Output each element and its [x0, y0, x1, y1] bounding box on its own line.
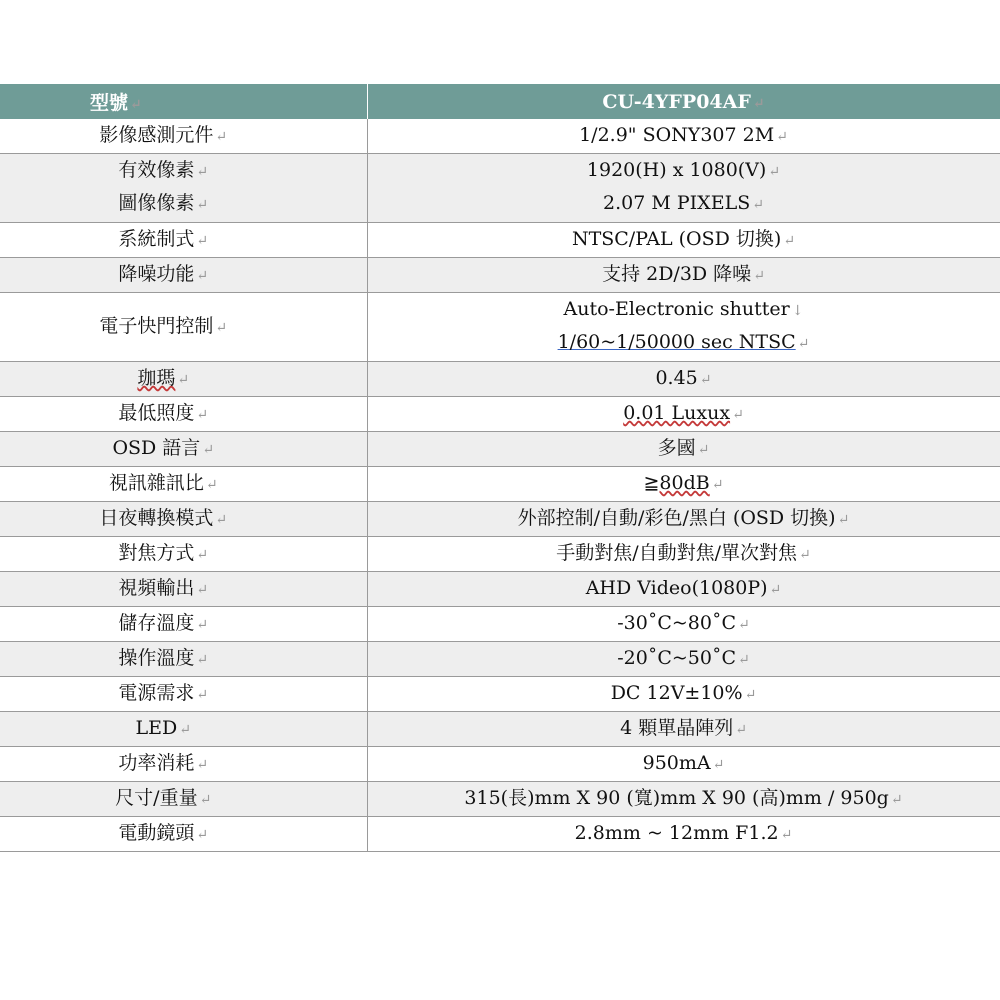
return-mark: ↵	[196, 687, 209, 703]
table-row	[0, 642, 1000, 677]
return-mark: ↵	[783, 233, 796, 249]
row-label	[0, 712, 367, 747]
value-text: DC 12V±10%	[610, 682, 743, 704]
value-text: 2.07 M PIXELS	[603, 192, 751, 214]
header-label-cell	[0, 84, 367, 119]
value-text: 2.8mm ~ 12mm F1.2	[574, 822, 779, 844]
label-text: 系統制式	[118, 228, 195, 250]
table-row	[0, 537, 1000, 572]
header-label: 型號	[90, 92, 129, 114]
return-mark: ↵	[196, 268, 209, 284]
table-row	[0, 432, 1000, 467]
table-row	[0, 119, 1000, 154]
return-mark: ↵	[196, 652, 209, 668]
return-mark: ↵	[768, 164, 781, 180]
return-mark: ↵	[199, 792, 212, 808]
table-row	[0, 677, 1000, 712]
value-text: 手動對焦/自動對焦/單次對焦	[556, 542, 798, 564]
value-text: 多國	[657, 437, 696, 459]
table-row	[0, 397, 1000, 432]
label-text: 儲存溫度	[118, 612, 195, 634]
label-text: 電子快門控制	[99, 315, 214, 337]
return-mark: ↵	[196, 197, 209, 213]
header-value-cell	[367, 84, 1000, 119]
row-label	[0, 223, 367, 258]
value-text: ≧80dB	[643, 472, 710, 494]
return-mark: ↵	[712, 757, 725, 773]
row-value	[367, 502, 1000, 537]
row-value	[367, 712, 1000, 747]
row-value	[367, 119, 1000, 154]
table-row	[0, 467, 1000, 502]
row-label	[0, 537, 367, 572]
row-value: Auto-Electronic shutter ↓ 1/60~1/50000 sec NTSC ↵	[367, 293, 1000, 362]
return-mark: ↵	[179, 722, 191, 738]
label-text: 操作溫度	[118, 647, 195, 669]
return-mark: ↵	[196, 757, 209, 773]
row-label	[0, 677, 367, 712]
return-mark: ↵	[215, 512, 228, 528]
return-mark: ↵	[196, 582, 209, 598]
row-value	[367, 467, 1000, 502]
return-mark: ↵	[890, 792, 903, 808]
spec-table	[0, 84, 1000, 852]
label-text: 電動鏡頭	[118, 822, 195, 844]
table-header-row	[0, 84, 1000, 119]
row-value	[367, 154, 1000, 223]
row-label	[0, 154, 367, 223]
row-value	[367, 607, 1000, 642]
label-text: 有效像素	[118, 159, 195, 181]
row-label	[0, 119, 367, 154]
value-text: 4 顆單晶陣列	[620, 717, 734, 739]
return-mark: ↵	[215, 129, 228, 145]
table-row	[0, 362, 1000, 397]
label-text: 最低照度	[118, 402, 195, 424]
return-mark: ↵	[697, 442, 710, 458]
return-mark: ↵	[202, 442, 215, 458]
value-text: 1/2.9" SONY307 2M	[579, 124, 775, 146]
return-mark: ↵	[735, 722, 747, 738]
value-text: -20˚C~50˚C	[617, 647, 737, 669]
table-row	[0, 817, 1000, 852]
return-mark: ↵	[130, 97, 142, 113]
row-label	[0, 607, 367, 642]
return-mark: ↵	[769, 582, 782, 598]
row-label	[0, 642, 367, 677]
label-text: 影像感測元件	[99, 124, 214, 146]
table-row	[0, 154, 1000, 223]
row-label	[0, 817, 367, 852]
return-mark: ↵	[177, 372, 190, 388]
value-text: 外部控制/自動/彩色/黑白 (OSD 切換)	[517, 507, 836, 529]
value-text: 1/60~1/50000 sec NTSC	[557, 331, 796, 353]
header-value: CU-4YFP04AF	[602, 90, 751, 113]
table-row	[0, 782, 1000, 817]
return-mark: ↵	[196, 617, 209, 633]
return-mark: ↵	[752, 197, 764, 213]
label-text: 圖像像素	[118, 192, 195, 214]
return-mark: ↵	[799, 547, 811, 563]
value-text: NTSC/PAL (OSD 切換)	[571, 228, 782, 250]
return-mark: ↵	[753, 268, 765, 284]
row-label	[0, 467, 367, 502]
value-text: 950mA	[642, 752, 711, 774]
label-text: 功率消耗	[118, 752, 195, 774]
row-value	[367, 677, 1000, 712]
label-text: OSD 語言	[112, 437, 201, 459]
label-text: 視頻輸出	[118, 577, 195, 599]
value-text: AHD Video(1080P)	[585, 577, 768, 599]
value-text: 1920(H) x 1080(V)	[586, 159, 767, 181]
row-value	[367, 782, 1000, 817]
return-mark: ↵	[780, 827, 793, 843]
row-label	[0, 572, 367, 607]
return-mark: ↵	[776, 129, 788, 145]
value-text: 315(長)mm X 90 (寬)mm X 90 (高)mm / 950g	[464, 787, 889, 809]
row-value	[367, 258, 1000, 293]
return-mark: ↵	[738, 617, 750, 633]
label-text: 珈瑪	[137, 367, 176, 389]
label-text: 電源需求	[118, 682, 195, 704]
row-value	[367, 817, 1000, 852]
value-text: 支持 2D/3D 降噪	[602, 263, 752, 285]
table-row	[0, 502, 1000, 537]
label-text: 降噪功能	[118, 263, 195, 285]
row-label	[0, 747, 367, 782]
row-value	[367, 362, 1000, 397]
row-label	[0, 397, 367, 432]
value-text: -30˚C~80˚C	[617, 612, 737, 634]
label-text: 尺寸/重量	[115, 787, 198, 809]
row-label	[0, 362, 367, 397]
row-value	[367, 397, 1000, 432]
label-text: LED	[135, 717, 178, 739]
return-mark: ↵	[215, 320, 228, 336]
return-mark: ↵	[744, 687, 757, 703]
label-text: 對焦方式	[118, 542, 195, 564]
return-mark: ↵	[752, 95, 765, 112]
value-text: 0.01 Luxux	[623, 402, 731, 424]
table-row	[0, 607, 1000, 642]
row-value	[367, 223, 1000, 258]
return-mark: ↵	[196, 827, 209, 843]
return-mark: ↵	[837, 512, 850, 528]
table-row	[0, 572, 1000, 607]
row-label	[0, 782, 367, 817]
return-mark: ↵	[711, 477, 724, 493]
return-mark: ↵	[205, 477, 218, 493]
row-label	[0, 502, 367, 537]
row-label	[0, 293, 367, 362]
table-row	[0, 293, 1000, 362]
row-value	[367, 432, 1000, 467]
return-mark: ↵	[196, 164, 209, 180]
row-value	[367, 747, 1000, 782]
row-value	[367, 572, 1000, 607]
return-mark: ↵	[196, 233, 209, 249]
value-text: 0.45	[655, 367, 698, 389]
value-text: Auto-Electronic shutter	[563, 298, 790, 320]
row-value	[367, 642, 1000, 677]
table-row	[0, 747, 1000, 782]
return-mark: ↵	[797, 336, 810, 352]
row-value	[367, 537, 1000, 572]
return-mark: ↵	[732, 407, 744, 423]
label-text: 日夜轉換模式	[99, 507, 214, 529]
table-row	[0, 712, 1000, 747]
table-row	[0, 258, 1000, 293]
table-row	[0, 223, 1000, 258]
return-mark: ↵	[196, 407, 209, 423]
row-label	[0, 258, 367, 293]
return-mark: ↵	[738, 652, 750, 668]
label-text: 視訊雜訊比	[108, 472, 204, 494]
row-label	[0, 432, 367, 467]
return-mark: ↵	[196, 547, 209, 563]
return-mark: ↵	[699, 372, 712, 388]
